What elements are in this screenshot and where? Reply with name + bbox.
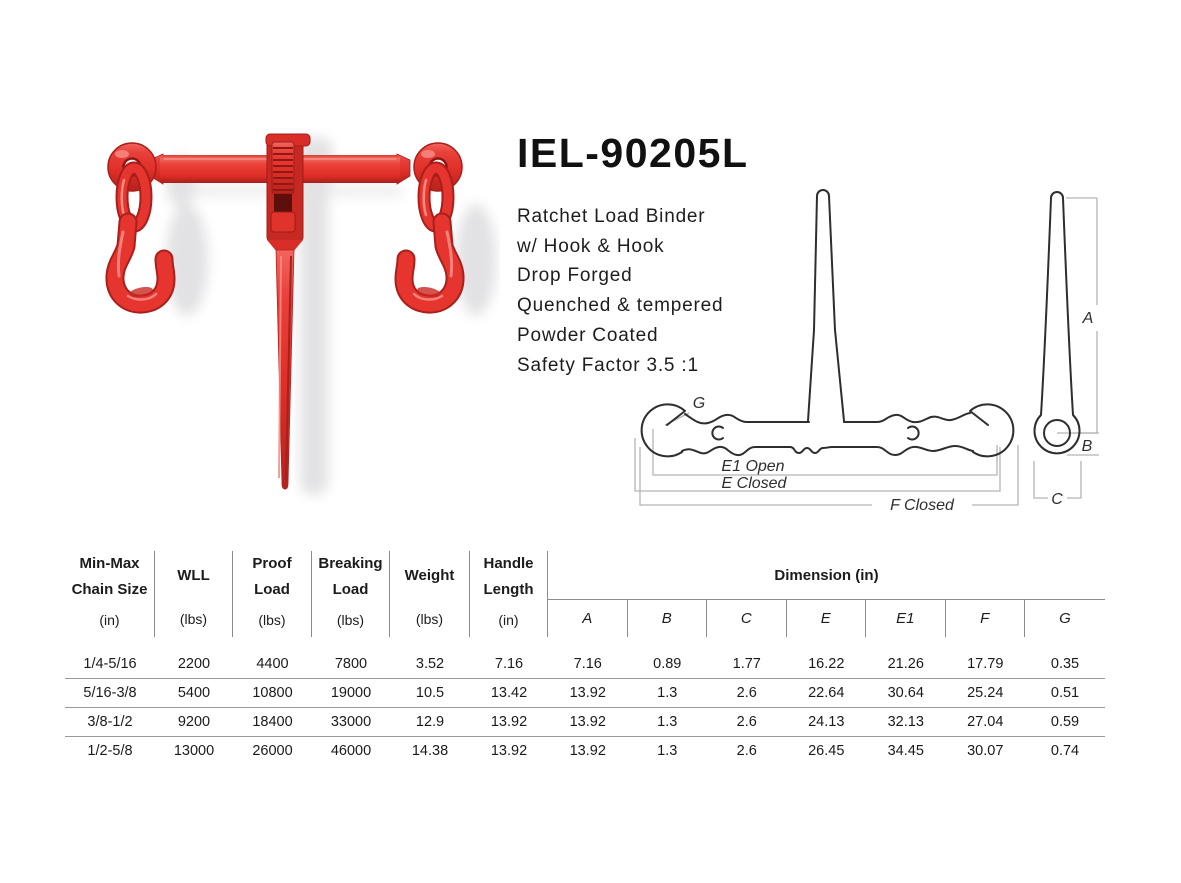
right-hook-outline (970, 404, 1013, 456)
col-header-proof-load: Proof Load (lbs) (233, 551, 312, 637)
dim-label-e-closed: E Closed (721, 475, 787, 492)
spec-cell: 9200 (177, 714, 211, 730)
spec-cell: 17.79 (967, 656, 1004, 672)
spec-row (65, 679, 1105, 708)
left-link-mark (712, 427, 723, 440)
spec-table (65, 551, 1105, 765)
end-view-outline (1035, 192, 1080, 453)
col-header-dim-f: F (946, 600, 1026, 637)
left-grab-hook (115, 222, 166, 304)
col-header-dim-g: G (1059, 610, 1071, 627)
body-bottom-contour (682, 446, 973, 455)
spec-cell: 7800 (334, 656, 368, 672)
spec-cell: 24.13 (808, 714, 845, 730)
spec-cell: 13.92 (490, 714, 528, 730)
feature-line: Safety Factor 3.5 :1 (517, 354, 699, 376)
spec-table-header (65, 551, 1105, 637)
spec-cell: 26000 (252, 743, 293, 759)
spec-cell: 32.13 (887, 714, 924, 730)
spec-cell: 1.3 (657, 714, 678, 730)
spec-cell: 0.89 (653, 656, 682, 672)
spec-cell: 25.24 (967, 685, 1004, 701)
spec-table-body (65, 650, 1105, 765)
ratchet-gear-housing (266, 134, 310, 252)
dim-e-bracket (635, 438, 1000, 491)
handle-outline (808, 190, 844, 421)
col-header-breaking-load: Breaking Load (lbs) (312, 551, 390, 637)
spec-cell: 13000 (173, 743, 215, 759)
dim-label-g: G (692, 395, 706, 412)
spec-cell: 30.64 (887, 685, 924, 701)
spec-cell: 30.07 (967, 743, 1004, 759)
spec-cell: 13.92 (569, 685, 606, 701)
spec-cell: 27.04 (967, 714, 1004, 730)
dim-label-e1-open: E1 Open (721, 458, 785, 475)
spec-cell: 4400 (256, 656, 289, 672)
spec-cell: 46000 (330, 743, 372, 759)
feature-line: Ratchet Load Binder (517, 206, 706, 227)
spec-cell: 13.92 (569, 714, 606, 730)
spec-row (65, 708, 1105, 737)
dim-label-c: C (1051, 491, 1063, 508)
col-header-dim-e1: E1 (866, 600, 946, 637)
dimension-lines (635, 198, 1099, 505)
dim-e1-bracket (653, 429, 997, 475)
spec-cell: 1/2-5/8 (87, 743, 133, 759)
spec-cell: 13.92 (490, 743, 528, 759)
col-header-dim-c: C (707, 600, 787, 637)
spec-cell: 16.22 (808, 656, 845, 672)
spec-cell: 2.6 (736, 685, 757, 701)
feature-line: Powder Coated (517, 324, 659, 346)
spec-cell: 0.51 (1050, 685, 1080, 701)
feature-line: Drop Forged (517, 265, 633, 287)
spec-cell: 0.35 (1050, 656, 1080, 672)
col-header-chain-size: Min-Max Chain Size (in) (65, 551, 155, 637)
spec-cell: 1.3 (657, 743, 678, 759)
spec-cell: 13.92 (569, 743, 606, 759)
body-top-contour (685, 413, 970, 423)
spec-cell: 21.26 (887, 656, 924, 672)
product-title: IEL-90205L (517, 130, 749, 176)
dim-label-b: B (1081, 438, 1093, 455)
spec-cell: 33000 (330, 714, 372, 730)
spec-cell: 2200 (177, 656, 211, 672)
col-header-weight: Weight (lbs) (390, 551, 470, 637)
spec-cell: 26.45 (808, 743, 845, 759)
col-header-wll: WLL (lbs) (155, 551, 233, 637)
spec-cell: 7.16 (573, 656, 602, 672)
dim-label-a: A (1082, 310, 1094, 327)
feature-line: Quenched & tempered (517, 295, 724, 317)
spec-cell: 0.59 (1050, 714, 1080, 730)
spec-cell: 22.64 (808, 685, 845, 701)
col-header-dim-e: E (787, 600, 867, 637)
spec-cell: 10.5 (415, 685, 445, 701)
feature-line: w/ Hook & Hook (517, 235, 665, 257)
right-link-mark (908, 427, 919, 440)
spec-cell: 3.52 (415, 656, 445, 672)
right-grab-hook (404, 222, 455, 304)
spec-cell: 7.16 (494, 656, 524, 672)
spec-cell: 3/8-1/2 (87, 714, 133, 730)
spec-cell: 10800 (252, 685, 293, 701)
side-view-outline (642, 190, 1014, 456)
spec-cell: 5400 (177, 685, 211, 701)
spec-cell: 1/4-5/16 (83, 656, 137, 672)
spec-cell: 2.6 (736, 743, 757, 759)
ratchet-handle (276, 250, 294, 489)
left-hook-outline (642, 404, 685, 456)
spec-cell: 14.38 (411, 743, 449, 759)
spec-cell: 5/16-3/8 (83, 685, 137, 701)
spec-cell: 19000 (330, 685, 372, 701)
product-photo (60, 110, 500, 530)
dimension-group-title: Dimension (in) (548, 551, 1105, 600)
spec-row (65, 650, 1105, 679)
col-header-dim-b: B (628, 600, 708, 637)
spec-row (65, 737, 1105, 765)
spec-cell: 18400 (252, 714, 293, 730)
spec-cell: 1.3 (657, 685, 678, 701)
dimension-sub-headers (548, 600, 1105, 637)
col-header-handle-length: Handle Length (in) (470, 551, 548, 637)
col-header-dim-a: A (548, 600, 628, 637)
spec-cell: 1.77 (732, 656, 761, 672)
dim-label-f-closed: F Closed (890, 497, 954, 514)
spec-cell: 0.74 (1050, 743, 1080, 759)
spec-cell: 2.6 (736, 714, 757, 730)
dimension-group-header (548, 551, 1105, 637)
technical-drawing (620, 185, 1120, 520)
spec-cell: 34.45 (887, 743, 924, 759)
spec-cell: 13.42 (490, 685, 528, 701)
spec-cell: 12.9 (415, 714, 445, 730)
